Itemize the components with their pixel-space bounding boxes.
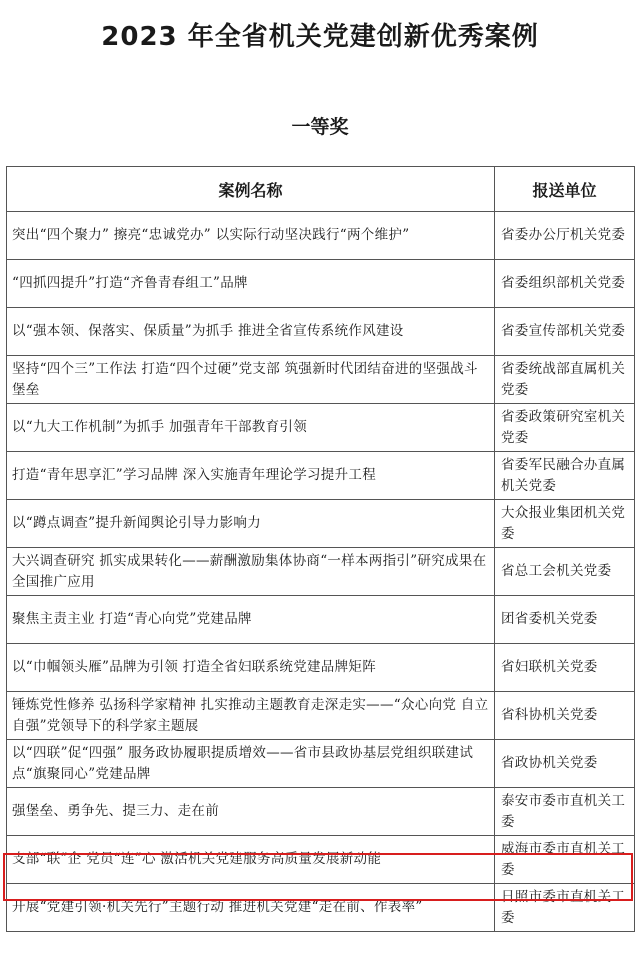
case-name-cell: 大兴调查研究 抓实成果转化——薪酬激励集体协商“一样本两指引”研究成果在全国推广应用 <box>7 548 495 596</box>
table-row <box>7 500 635 548</box>
column-header-unit: 报送单位 <box>495 167 635 212</box>
table-row <box>7 452 635 500</box>
highlighted-table-row <box>7 836 635 884</box>
table-row <box>7 404 635 452</box>
unit-cell: 省政协机关党委 <box>495 740 635 788</box>
case-name-cell: 突出“四个聚力” 擦亮“忠诚党办” 以实际行动坚决践行“两个维护” <box>7 212 495 260</box>
table-row <box>7 788 635 836</box>
case-name-cell: 支部“联”企 党员“连”心 激活机关党建服务高质量发展新动能 <box>7 836 495 884</box>
unit-cell: 省委组织部机关党委 <box>495 260 635 308</box>
table-row <box>7 740 635 788</box>
case-name-cell: 坚持“四个三”工作法 打造“四个过硬”党支部 筑强新时代团结奋进的坚强战斗堡垒 <box>7 356 495 404</box>
unit-cell: 省委军民融合办直属机关党委 <box>495 452 635 500</box>
unit-cell: 省委政策研究室机关党委 <box>495 404 635 452</box>
document-title: 2023 年全省机关党建创新优秀案例 <box>101 22 539 52</box>
table-row <box>7 548 635 596</box>
table-row <box>7 308 635 356</box>
unit-cell: 省委办公厅机关党委 <box>495 212 635 260</box>
case-name-cell: 以“九大工作机制”为抓手 加强青年干部教育引领 <box>7 404 495 452</box>
case-name-cell: 打造“青年思享汇”学习品牌 深入实施青年理论学习提升工程 <box>7 452 495 500</box>
award-level-heading: 一等奖 <box>291 116 349 138</box>
unit-cell: 省委宣传部机关党委 <box>495 308 635 356</box>
unit-cell: 日照市委市直机关工委 <box>495 884 635 932</box>
unit-cell: 威海市委市直机关工委 <box>495 836 635 884</box>
unit-cell: 泰安市委市直机关工委 <box>495 788 635 836</box>
table-header-row <box>7 167 635 212</box>
table-row <box>7 596 635 644</box>
table-row <box>7 260 635 308</box>
table-row <box>7 884 635 932</box>
case-name-cell: 锤炼党性修养 弘扬科学家精神 扎实推动主题教育走深走实——“众心向党 自立自强”党领导下的科学家主题展 <box>7 692 495 740</box>
case-name-cell: 以“强本领、保落实、保质量”为抓手 推进全省宣传系统作风建设 <box>7 308 495 356</box>
table-row <box>7 212 635 260</box>
column-header-case-name: 案例名称 <box>7 167 495 212</box>
table-row <box>7 644 635 692</box>
case-name-cell: 开展“党建引领·机关先行”主题行动 推进机关党建“走在前、作表率” <box>7 884 495 932</box>
unit-cell: 省妇联机关党委 <box>495 644 635 692</box>
unit-cell: 省科协机关党委 <box>495 692 635 740</box>
unit-cell: 省总工会机关党委 <box>495 548 635 596</box>
case-name-cell: 以“巾帼领头雁”品牌为引领 打造全省妇联系统党建品牌矩阵 <box>7 644 495 692</box>
award-table <box>6 166 635 932</box>
case-name-cell: 聚焦主责主业 打造“青心向党”党建品牌 <box>7 596 495 644</box>
table-row <box>7 692 635 740</box>
case-name-cell: “四抓四提升”打造“齐鲁青春组工”品牌 <box>7 260 495 308</box>
case-name-cell: 以“蹲点调查”提升新闻舆论引导力影响力 <box>7 500 495 548</box>
case-name-cell: 强堡垒、勇争先、提三力、走在前 <box>7 788 495 836</box>
unit-cell: 省委统战部直属机关党委 <box>495 356 635 404</box>
unit-cell: 大众报业集团机关党委 <box>495 500 635 548</box>
unit-cell: 团省委机关党委 <box>495 596 635 644</box>
case-name-cell: 以“四联”促“四强” 服务政协履职提质增效——省市县政协基层党组织联建试点“旗聚同心”党建品牌 <box>7 740 495 788</box>
table-row <box>7 356 635 404</box>
